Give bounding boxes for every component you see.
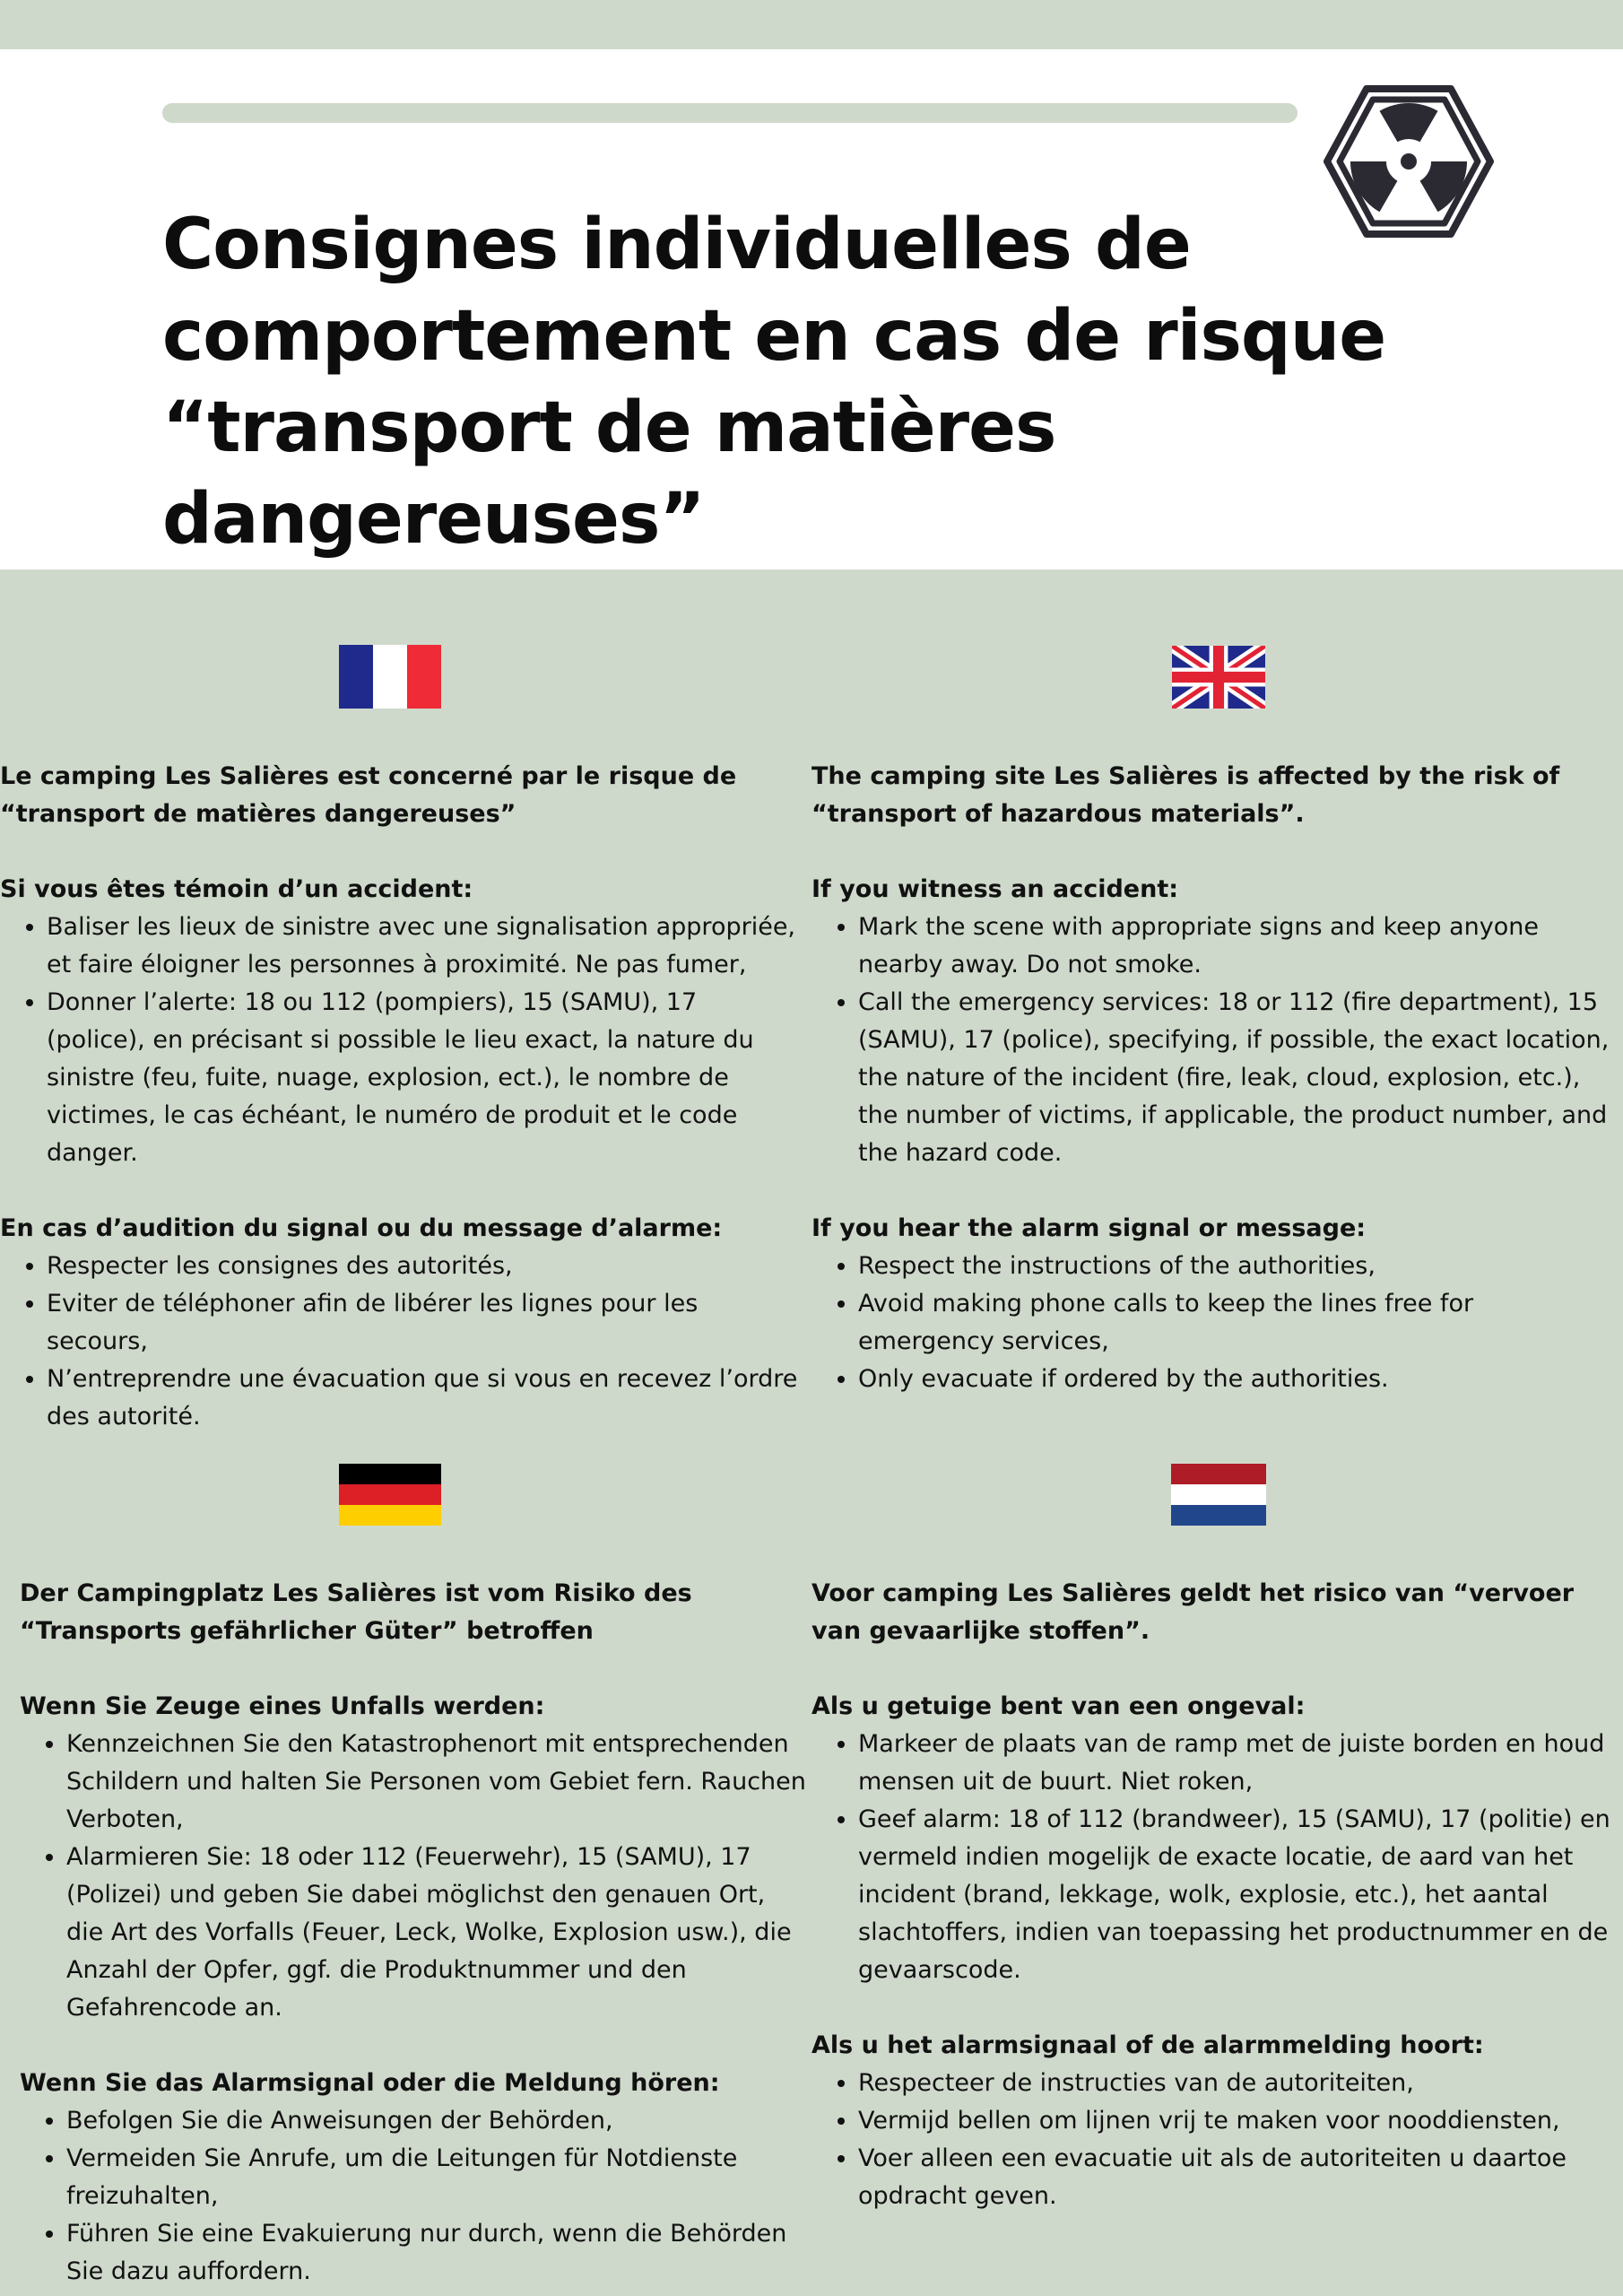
alarm-list bbox=[812, 2065, 1614, 2215]
witness-list bbox=[812, 909, 1614, 1172]
list-item: • Respect the instructions of the authorities, bbox=[858, 1248, 1614, 1285]
list-item: • Vermijd bellen om lijnen vrij te maken voor nooddiensten, bbox=[858, 2102, 1614, 2140]
alarm-heading: Wenn Sie das Alarmsignal oder die Meldung hören: bbox=[20, 2069, 720, 2097]
list-item: • Avoid making phone calls to keep the lines free for emergency services, bbox=[858, 1285, 1614, 1361]
page-title: Consignes individuelles de comportement en cas de risque “transport de matières dangereuses” bbox=[162, 204, 1386, 560]
witness-heading: Wenn Sie Zeuge eines Unfalls werden: bbox=[20, 1692, 545, 1720]
list-item: • Alarmieren Sie: 18 oder 112 (Feuerwehr), 15 (SAMU), 17 (Polizei) und geben Sie dabei möglichst den genauen Ort, die Art des Vorfalls (Feuer, Leck, Wolke, Explosion usw.), die Anzahl der Opfer, ggf. die Produktnummer und den Gefahrencode an. bbox=[66, 1839, 809, 2027]
list-item: • Respecter les consignes des autorités, bbox=[47, 1248, 798, 1285]
list-item: • N’entreprendre une évacuation que si vous en recevez l’ordre des autorité. bbox=[47, 1361, 798, 1436]
german-flag-icon bbox=[339, 1464, 441, 1526]
list-item: • Call the emergency services: 18 or 112 (fire department), 15 (SAMU), 17 (police), specifying, if possible, the exact location, the nature of the incident (fire, leak, cloud, explosion, etc.), the number of victims, if applicable, the product number, and the hazard code. bbox=[858, 984, 1614, 1172]
section-lead: Der Campingplatz Les Salières ist vom Risiko des “Transports gefährlicher Güter” betroffen bbox=[20, 1579, 692, 1645]
witness-heading: If you witness an accident: bbox=[812, 875, 1179, 903]
accent-bar bbox=[162, 103, 1298, 123]
witness-heading: Als u getuige bent van een ongeval: bbox=[812, 1692, 1306, 1720]
list-item: • Eviter de téléphoner afin de libérer les lignes pour les secours, bbox=[47, 1285, 798, 1361]
alarm-heading: Als u het alarmsignaal of de alarmmelding hoort: bbox=[812, 2031, 1484, 2059]
list-item: • Kennzeichnen Sie den Katastrophenort mit entsprechenden Schildern und halten Sie Personen vom Gebiet fern. Rauchen Verboten, bbox=[66, 1726, 809, 1839]
top-band bbox=[0, 0, 1623, 49]
alarm-list bbox=[20, 2102, 809, 2291]
witness-list bbox=[812, 1726, 1614, 1989]
section-german bbox=[20, 1575, 809, 2291]
dutch-flag-icon bbox=[1171, 1464, 1266, 1526]
alarm-list bbox=[812, 1248, 1614, 1398]
section-dutch bbox=[812, 1575, 1614, 2215]
list-item: • Voer alleen een evacuatie uit als de autoriteiten u daartoe opdracht geven. bbox=[858, 2140, 1614, 2215]
alarm-heading: If you hear the alarm signal or message: bbox=[812, 1214, 1367, 1242]
list-item: • Geef alarm: 18 of 112 (brandweer), 15 (SAMU), 17 (politie) en vermeld indien mogelijk de exacte locatie, de aard van het incident (brand, lekkage, wolk, explosie, etc.), het aantal slachtoffers, indien van toepassing het productnummer en de gevaarscode. bbox=[858, 1801, 1614, 1989]
witness-heading: Si vous êtes témoin d’un accident: bbox=[0, 875, 473, 903]
witness-list bbox=[20, 1726, 809, 2027]
section-english bbox=[812, 758, 1614, 1398]
list-item: • Vermeiden Sie Anrufe, um die Leitungen für Notdienste freizuhalten, bbox=[66, 2140, 809, 2215]
section-lead: Le camping Les Salières est concerné par le risque de “transport de matières dangereuses” bbox=[0, 762, 737, 828]
list-item: • Only evacuate if ordered by the authorities. bbox=[858, 1361, 1614, 1398]
alarm-heading: En cas d’audition du signal ou du message d’alarme: bbox=[0, 1214, 723, 1242]
french-flag-icon bbox=[339, 645, 441, 709]
uk-flag-icon bbox=[1172, 646, 1265, 709]
list-item: • Befolgen Sie die Anweisungen der Behörden, bbox=[66, 2102, 809, 2140]
section-lead: Voor camping Les Salières geldt het risico van “vervoer van gevaarlijke stoffen”. bbox=[812, 1579, 1575, 1645]
section-french bbox=[0, 758, 798, 1436]
list-item: • Führen Sie eine Evakuierung nur durch, wenn die Behörden Sie dazu auffordern. bbox=[66, 2215, 809, 2291]
list-item: • Donner l’alerte: 18 ou 112 (pompiers), 15 (SAMU), 17 (police), en précisant si possible le lieu exact, la nature du sinistre (feu, fuite, nuage, explosion, ect.), le nombre de victimes, le cas échéant, le numéro de produit et le code danger. bbox=[47, 984, 798, 1172]
witness-list bbox=[0, 909, 798, 1172]
list-item: • Baliser les lieux de sinistre avec une signalisation appropriée, et faire éloigner les personnes à proximité. Ne pas fumer, bbox=[47, 909, 798, 984]
section-lead: The camping site Les Salières is affected by the risk of “transport of hazardous materials”. bbox=[812, 762, 1560, 828]
list-item: • Mark the scene with appropriate signs and keep anyone nearby away. Do not smoke. bbox=[858, 909, 1614, 984]
list-item: • Markeer de plaats van de ramp met de juiste borden en houd mensen uit de buurt. Niet roken, bbox=[858, 1726, 1614, 1801]
alarm-list bbox=[0, 1248, 798, 1436]
list-item: • Respecteer de instructies van de autoriteiten, bbox=[858, 2065, 1614, 2102]
